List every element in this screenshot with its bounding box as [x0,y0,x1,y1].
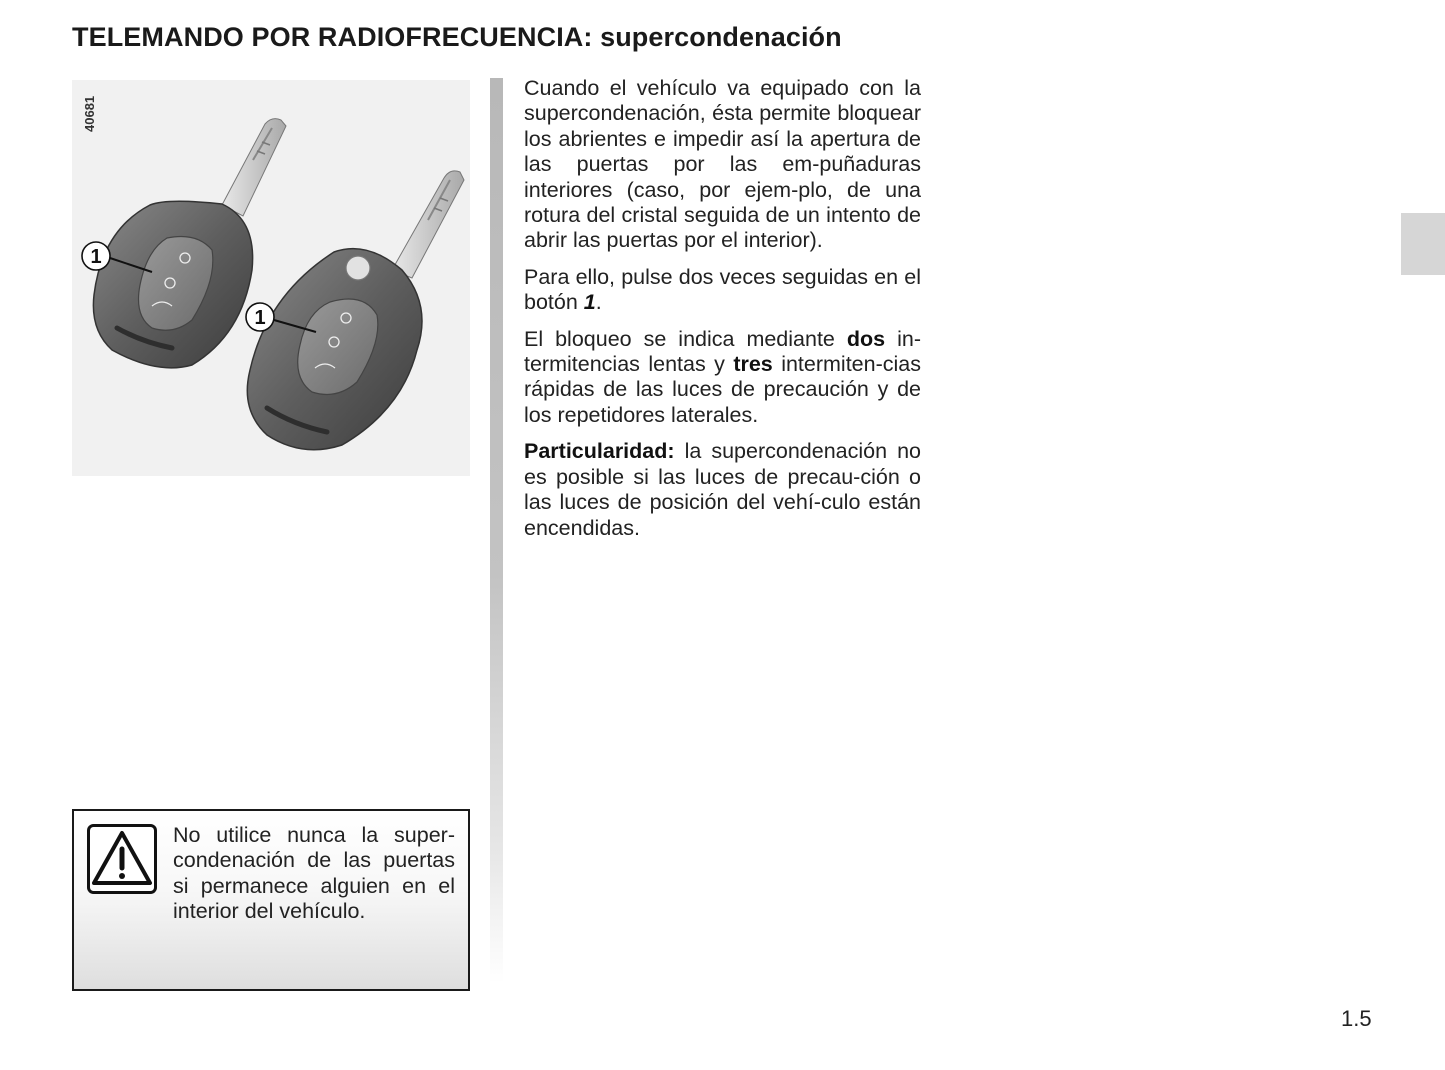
key-fob-illustration [72,80,470,476]
indication-text-middle: in-termitencias lentas y [524,326,921,377]
warning-triangle-icon [87,824,157,894]
paragraph-intro-text: Cuando el vehículo va equipado con la supercondenación, ésta permite bloquear los abrientes e impedir así la apertura de las puertas por las em-puñaduras interiores (caso, por ejem-plo, de una rotura del cristal seguida de un intento de abrir las puertas por el interior). [524,76,921,253]
indication-bold-dos: dos [846,326,886,351]
page-number: 1.5 [1341,1006,1372,1031]
button-reference: 1 [583,290,596,315]
indication-text-end: intermiten-cias rápidas de las luces de precaución y de los repetidores laterales. [524,352,921,427]
indication-text-start: El bloqueo se indica mediante [524,326,847,351]
warning-text: No utilice nunca la super-condenación de las puertas si permanece alguien en el interior del vehículo. [173,823,455,924]
paragraph-intro [524,76,921,254]
figure-reference-number: 40681 [82,95,97,132]
instruction-text: Para ello, pulse dos veces seguidas en el botón [524,264,921,315]
particularity-text: la supercondenación no es posible si las luces de precau-ción o las luces de posición del vehí-culo están encendidas. [524,439,921,540]
callout-right-label: 1 [254,307,266,329]
paragraph-indication [524,327,921,429]
chapter-side-tab [1401,213,1445,275]
paragraph-particularity [524,439,921,541]
warning-box [72,809,470,991]
column-divider-bar [490,78,503,983]
right-key [247,171,464,450]
body-text-column [524,76,921,552]
instruction-end: . [595,290,602,315]
particularity-label: Particularidad: [524,439,675,464]
page-title: TELEMANDO POR RADIOFRECUENCIA: supercondenación [72,22,842,52]
callout-left-label: 1 [90,246,102,268]
paragraph-instruction [524,265,921,316]
indication-bold-tres: tres [733,352,773,377]
